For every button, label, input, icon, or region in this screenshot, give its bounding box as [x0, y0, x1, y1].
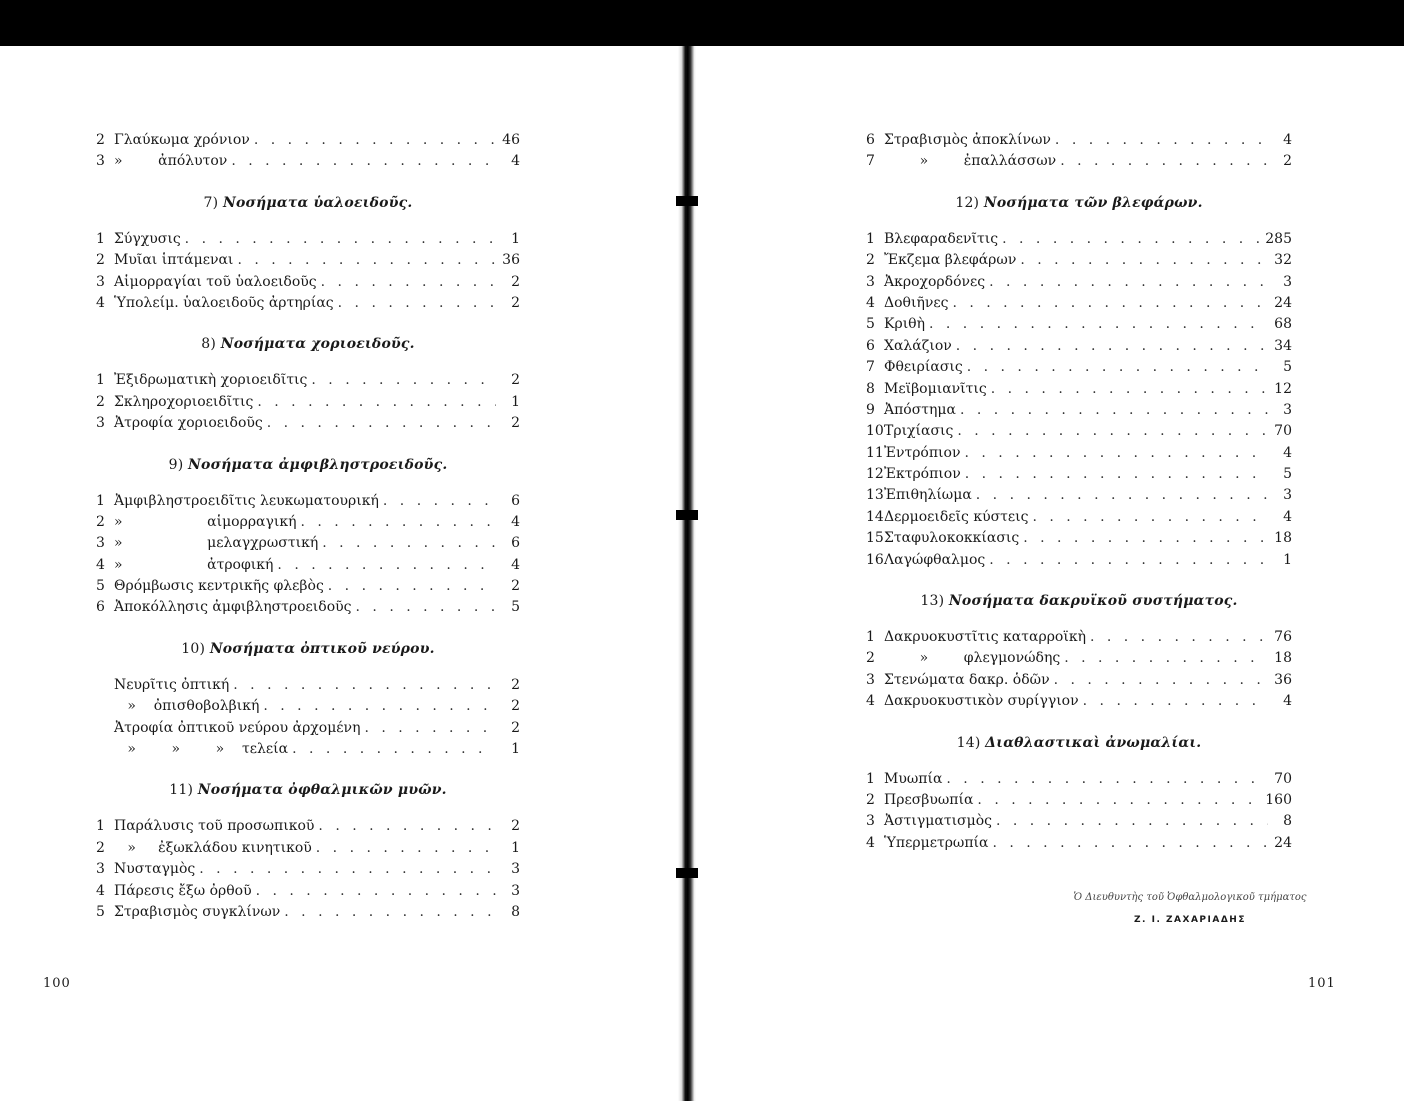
item-count: 36 [502, 252, 520, 269]
dot-leader [1050, 670, 1268, 691]
page-number-right: 101 [1308, 976, 1336, 991]
item-number: 7 [866, 153, 875, 170]
item-count: 8 [1283, 813, 1292, 830]
section [96, 195, 520, 315]
dot-leader [972, 485, 1268, 506]
list-item [866, 336, 1292, 357]
item-count: 3 [1283, 487, 1292, 504]
item-count: 70 [1274, 423, 1292, 440]
item-number: 5 [96, 903, 105, 920]
item-label: Ἀπόστημα [884, 401, 956, 418]
item-label: Γλαύκωμα χρόνιον [114, 132, 250, 148]
list-item [866, 507, 1292, 528]
list-item [96, 533, 520, 554]
item-label: Ἐκτρόπιον [884, 466, 961, 483]
dot-leader [273, 555, 496, 576]
item-count: 4 [1283, 693, 1292, 710]
item-number: 4 [866, 294, 875, 311]
item-number: 1 [96, 230, 105, 247]
item-number: 4 [96, 294, 105, 311]
dot-leader [1086, 627, 1268, 648]
list-item [96, 293, 520, 314]
list-item [96, 838, 520, 859]
item-label: Πρεσβυωπία [884, 791, 974, 808]
item-label: Στενώματα δακρ. ὁδῶν [884, 671, 1050, 688]
item-label: Ἀτροφία ὀπτικοῦ νεύρου ἀρχομένη [114, 719, 361, 736]
item-count: 1 [511, 741, 520, 758]
section-heading [866, 195, 1292, 211]
item-count: 3 [1283, 401, 1292, 418]
item-count: 46 [502, 132, 520, 148]
item-number: 1 [866, 770, 875, 787]
item-count: 18 [1274, 650, 1292, 667]
item-label: Νευρῖτις ὀπτική [114, 676, 230, 693]
item-number: 1 [866, 629, 875, 646]
item-number: 2 [96, 393, 105, 410]
item-count: 4 [1283, 444, 1292, 461]
item-number: 5 [96, 578, 105, 595]
item-number: 9 [866, 401, 875, 418]
item-label: Λαγώφθαλμος [884, 551, 986, 568]
item-label: Νυσταγμὸς [114, 861, 196, 878]
list-item [866, 464, 1292, 485]
item-count: 160 [1265, 791, 1292, 808]
dot-leader [227, 151, 496, 172]
list-item [866, 485, 1292, 506]
dot-leader [259, 696, 496, 717]
item-number: 2 [96, 132, 105, 148]
item-count: 6 [511, 492, 520, 509]
item-label: Θρόμβωσις κεντρικῆς φλεβὸς [114, 578, 324, 595]
dot-leader [334, 293, 496, 314]
item-label: Βλεφαραδενῖτις [884, 230, 999, 247]
item-count: 1 [511, 839, 520, 856]
section-heading [96, 195, 520, 211]
list-item [866, 528, 1292, 549]
item-label: Χαλάζιον [884, 337, 952, 354]
list-item [866, 443, 1292, 464]
item-label: » μελαγχρωστική [114, 535, 319, 552]
item-count: 32 [1274, 252, 1292, 269]
list-item [96, 675, 520, 696]
item-number: 6 [866, 132, 875, 148]
dot-leader [250, 130, 496, 151]
item-label: Ἀστιγματισμὸς [884, 813, 992, 830]
list-item [96, 130, 520, 151]
item-count: 76 [1274, 629, 1292, 646]
section-title: Νοσήματα δακρυϊκοῦ συστήματος. [948, 593, 1238, 610]
item-count: 3 [1283, 273, 1292, 290]
list-item [96, 816, 520, 837]
item-number: 3 [866, 671, 875, 688]
dot-leader [948, 293, 1268, 314]
item-label: » αἱμορραγική [114, 513, 297, 530]
signature-role: Ὁ Διευθυντὴς τοῦ Ὀφθαλμολογικοῦ τμήματος [1073, 892, 1307, 903]
list-item [866, 130, 1292, 151]
item-label: Μυῖαι ἱπτάμεναι [114, 252, 234, 269]
list-item [866, 811, 1292, 832]
section [96, 130, 520, 173]
item-count: 5 [1283, 359, 1292, 376]
item-label: Δακρυοκυστικὸν συρίγγιον [884, 693, 1079, 710]
item-number: 1 [96, 818, 105, 835]
item-label: » » » τελεία [114, 741, 289, 758]
item-count: 24 [1274, 834, 1292, 851]
list-item [866, 648, 1292, 669]
section [866, 195, 1292, 571]
section-number: 13) [920, 593, 945, 610]
dot-leader [953, 421, 1268, 442]
item-number: 1 [96, 372, 105, 389]
item-number: 2 [96, 839, 105, 856]
section-title: Νοσήματα ἀμφιβληστροειδοῦς. [188, 456, 448, 473]
list-item [866, 627, 1292, 648]
item-count: 12 [1274, 380, 1292, 397]
item-number: 4 [866, 693, 875, 710]
item-label: Ἀκροχορδόνες [884, 273, 986, 290]
dot-leader [961, 464, 1268, 485]
item-label: » ἀτροφική [114, 556, 274, 573]
item-count: 285 [1265, 230, 1292, 247]
dot-leader [360, 718, 496, 739]
item-count: 1 [1283, 551, 1292, 568]
section [96, 641, 520, 761]
item-label: Σύγχυσις [114, 230, 181, 247]
item-number: 6 [866, 337, 875, 354]
item-number: 10 [866, 423, 884, 440]
item-count: 70 [1274, 770, 1292, 787]
dot-leader [324, 576, 496, 597]
item-number: 12 [866, 466, 884, 483]
item-label: Ἀτροφία χοριοειδοῦς [114, 415, 263, 432]
item-label: Στραβισμὸς ἀποκλίνων [884, 132, 1051, 148]
section-heading [866, 593, 1292, 609]
dot-leader [312, 838, 496, 859]
item-label: Ἀμφιβληστροειδῖτις λευκωματουρική [114, 492, 379, 509]
item-label: Ὑπερμετρωπία [884, 834, 989, 851]
dot-leader [963, 357, 1268, 378]
item-label: Ἐπιθηλίωμα [884, 487, 972, 504]
item-count: 2 [511, 415, 520, 432]
item-number: 3 [96, 153, 105, 170]
section [866, 130, 1292, 173]
dot-leader [181, 229, 496, 250]
item-count: 4 [511, 513, 520, 530]
list-item [866, 691, 1292, 712]
section [96, 782, 520, 923]
dot-leader [1060, 648, 1268, 669]
dot-leader [314, 816, 496, 837]
item-label: Δοθιῆνες [884, 294, 949, 311]
item-count: 2 [511, 719, 520, 736]
dot-leader [317, 272, 496, 293]
list-item [866, 421, 1292, 442]
dot-leader [998, 229, 1265, 250]
list-item [96, 491, 520, 512]
item-label: Ἐντρόπιον [884, 444, 961, 461]
dot-leader [195, 859, 496, 880]
dot-leader [985, 272, 1268, 293]
item-count: 2 [1283, 153, 1292, 170]
spine-mark [676, 196, 698, 206]
item-number: 14 [866, 508, 884, 525]
section-title: Νοσήματα ὑαλοειδοῦς. [222, 194, 413, 211]
dot-leader [988, 833, 1268, 854]
item-number: 13 [866, 487, 884, 504]
dot-leader [956, 400, 1268, 421]
item-number: 7 [866, 359, 875, 376]
list-item [866, 229, 1292, 250]
item-number: 2 [96, 513, 105, 530]
item-label: Δακρυοκυστῖτις καταρροϊκὴ [884, 629, 1086, 646]
item-label: Τριχίασις [884, 423, 954, 440]
item-number: 1 [866, 230, 875, 247]
item-count: 3 [511, 882, 520, 899]
scan-top-border [0, 0, 1404, 46]
item-count: 3 [511, 861, 520, 878]
item-label: Μυωπία [884, 770, 943, 787]
item-count: 2 [511, 698, 520, 715]
item-label: Πάρεσις ἔξω ὀρθοῦ [114, 882, 252, 899]
dot-leader [288, 739, 496, 760]
list-item [866, 293, 1292, 314]
item-label: » ὀπισθοβολβική [114, 698, 260, 715]
dot-leader [987, 379, 1268, 400]
dot-leader [1019, 528, 1268, 549]
page-number-left: 100 [43, 976, 71, 991]
item-count: 6 [511, 535, 520, 552]
item-number: 1 [96, 492, 105, 509]
list-item [96, 859, 520, 880]
list-item [96, 555, 520, 576]
section-number: 8) [201, 336, 217, 353]
item-label: Μεϊβομιανῖτις [884, 380, 987, 397]
spine-mark [676, 868, 698, 878]
item-count: 5 [1283, 466, 1292, 483]
item-label: Ἀποκόλλησις ἀμφιβληστροειδοῦς [114, 599, 352, 616]
item-label: Κριθὴ [884, 316, 925, 333]
item-label: Παράλυσις τοῦ προσωπικοῦ [114, 818, 315, 835]
list-item [96, 272, 520, 293]
item-label: Σταφυλοκοκκίασις [884, 530, 1020, 547]
section-title: Νοσήματα ὀπτικοῦ νεύρου. [209, 640, 435, 657]
dot-leader [985, 550, 1268, 571]
section-title: Διαθλαστικαὶ ἀνωμαλίαι. [985, 734, 1202, 751]
item-label: Δερμοειδεῖς κύστεις [884, 508, 1029, 525]
dot-leader [942, 769, 1268, 790]
item-count: 68 [1274, 316, 1292, 333]
list-item [866, 400, 1292, 421]
item-label: Στραβισμὸς συγκλίνων [114, 903, 281, 920]
dot-leader [973, 790, 1265, 811]
item-number: 4 [96, 556, 105, 573]
item-count: 1 [511, 230, 520, 247]
item-number: 2 [866, 252, 875, 269]
list-item [96, 413, 520, 434]
dot-leader [992, 811, 1268, 832]
section [866, 593, 1292, 713]
dot-leader [1056, 151, 1268, 172]
dot-leader [952, 336, 1268, 357]
list-item [866, 790, 1292, 811]
dot-leader [252, 881, 496, 902]
section-heading [866, 735, 1292, 751]
list-item [866, 357, 1292, 378]
dot-leader [233, 250, 496, 271]
left-page [96, 130, 520, 923]
item-label: Ἐξιδρωματικὴ χοριοειδῖτις [114, 372, 308, 389]
list-item [96, 718, 520, 739]
item-label: » φλεγμονώδης [884, 650, 1061, 667]
item-count: 2 [511, 294, 520, 311]
section-heading [96, 641, 520, 657]
list-item [866, 250, 1292, 271]
list-item [96, 696, 520, 717]
dot-leader [307, 370, 496, 391]
item-number: 2 [866, 650, 875, 667]
item-label: Σκληροχοριοειδῖτις [114, 393, 254, 410]
item-label: Φθειρίασις [884, 359, 963, 376]
item-number: 3 [96, 415, 105, 432]
list-item [96, 512, 520, 533]
list-item [96, 151, 520, 172]
section-heading [96, 457, 520, 473]
item-number: 4 [96, 882, 105, 899]
section-title: Νοσήματα ὀφθαλμικῶν μυῶν. [197, 782, 447, 799]
section-number: 11) [169, 782, 194, 799]
dot-leader [280, 902, 496, 923]
item-number: 5 [866, 316, 875, 333]
item-count: 24 [1274, 294, 1292, 311]
list-item [866, 550, 1292, 571]
section-number: 7) [203, 194, 219, 211]
signature-block [1040, 892, 1340, 925]
item-label: » ἐπαλλάσσων [884, 153, 1057, 170]
dot-leader [1028, 507, 1268, 528]
dot-leader [297, 512, 497, 533]
item-number: 3 [96, 535, 105, 552]
right-page [866, 130, 1292, 854]
item-number: 2 [866, 791, 875, 808]
item-number: 4 [866, 834, 875, 851]
section-heading [96, 782, 520, 798]
item-count: 4 [1283, 508, 1292, 525]
dot-leader [925, 314, 1268, 335]
item-count: 18 [1274, 530, 1292, 547]
item-number: 3 [96, 861, 105, 878]
item-label: » ἀπόλυτον [114, 153, 228, 170]
item-count: 34 [1274, 337, 1292, 354]
item-number: 2 [96, 252, 105, 269]
section-number: 10) [181, 640, 206, 657]
section-number: 9) [168, 456, 184, 473]
dot-leader [1016, 250, 1268, 271]
item-count: 4 [511, 153, 520, 170]
section [866, 735, 1292, 855]
section-heading [96, 336, 520, 352]
list-item [866, 314, 1292, 335]
list-item [96, 739, 520, 760]
item-number: 8 [866, 380, 875, 397]
item-count: 2 [511, 273, 520, 290]
list-item [96, 576, 520, 597]
section-number: 12) [955, 194, 980, 211]
section [96, 457, 520, 619]
item-count: 4 [511, 556, 520, 573]
dot-leader [318, 533, 496, 554]
item-label: Ὑπολείμ. ὑαλοειδοῦς ἀρτηρίας [114, 294, 334, 311]
item-number: 16 [866, 551, 884, 568]
item-label: » ἐξωκλάδου κινητικοῦ [114, 839, 312, 856]
item-count: 2 [511, 372, 520, 389]
list-item [866, 151, 1292, 172]
section-title: Νοσήματα τῶν βλεφάρων. [983, 194, 1203, 211]
dot-leader [352, 597, 496, 618]
list-item [866, 833, 1292, 854]
list-item [96, 902, 520, 923]
item-count: 36 [1274, 671, 1292, 688]
list-item [866, 272, 1292, 293]
item-count: 4 [1283, 132, 1292, 148]
section-title: Νοσήματα χοριοειδοῦς. [220, 336, 415, 353]
list-item [866, 670, 1292, 691]
dot-leader [1079, 691, 1268, 712]
dot-leader [263, 413, 496, 434]
list-item [96, 392, 520, 413]
item-number: 3 [96, 273, 105, 290]
item-count: 8 [511, 903, 520, 920]
dot-leader [961, 443, 1269, 464]
item-number: 11 [866, 444, 884, 461]
item-number: 3 [866, 273, 875, 290]
item-number: 15 [866, 530, 884, 547]
signature-name: Ζ. Ι. ΖΑΧΑΡΙΑΔΗΣ [1134, 915, 1246, 925]
section-number: 14) [956, 734, 981, 751]
section [96, 336, 520, 434]
list-item [866, 379, 1292, 400]
item-count: 2 [511, 676, 520, 693]
item-count: 5 [511, 599, 520, 616]
dot-leader [229, 675, 496, 696]
item-count: 2 [511, 578, 520, 595]
list-item [96, 250, 520, 271]
spine-mark [676, 510, 698, 520]
dot-leader [1051, 130, 1268, 151]
item-count: 1 [511, 393, 520, 410]
list-item [96, 597, 520, 618]
list-item [96, 370, 520, 391]
dot-leader [379, 491, 496, 512]
list-item [96, 881, 520, 902]
item-number: 3 [866, 813, 875, 830]
list-item [866, 769, 1292, 790]
item-count: 2 [511, 818, 520, 835]
dot-leader [253, 392, 496, 413]
list-item [96, 229, 520, 250]
item-label: Ἔκζεμα βλεφάρων [884, 252, 1017, 269]
item-number: 6 [96, 599, 105, 616]
item-label: Αἱμορραγίαι τοῦ ὑαλοειδοῦς [114, 273, 317, 290]
